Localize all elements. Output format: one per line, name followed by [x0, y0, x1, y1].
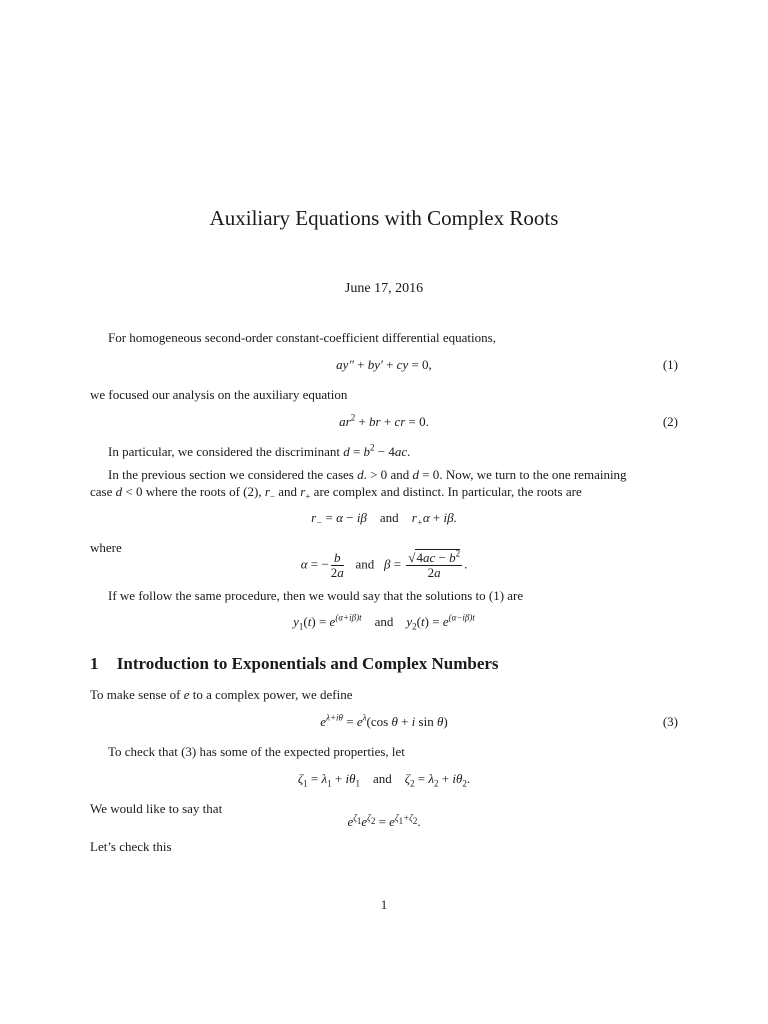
section-paragraph-1: To make sense of e to a complex power, we define	[90, 687, 353, 702]
roots-text-end: are complex and distinct. In particular, the roots are	[313, 484, 582, 499]
alpha-beta-definitions: α = − $\frac{b}{2a}$ and β = $\frac{√4ac - b^2}{2a}$ .	[300, 548, 468, 580]
zeta-equation: $\zeta_1 = \lambda_1 + i\theta_1$ and $\zeta_2 = \lambda_2 + i\theta_2$.	[297, 771, 471, 789]
section-number: 1	[90, 654, 99, 673]
cases-paragraph-line-2: case d < 0 where the roots of (2), $r_-$ and $r_+$ are complex and distinct. In particular, the roots are	[90, 484, 582, 502]
section-p1-start: To make sense of	[90, 687, 181, 702]
discriminant-paragraph	[108, 443, 410, 460]
section-paragraph-2: To check that (3) has some of the expected properties, let	[108, 744, 405, 759]
cases-and: and	[390, 467, 410, 482]
section-heading	[90, 654, 499, 674]
alpha-beta-and: and	[355, 556, 375, 572]
cases-text-start: In the previous section we considered the cases	[108, 467, 354, 482]
equation-2-number: (2)	[662, 414, 678, 429]
case-text: case	[90, 484, 113, 499]
solutions-equation: $y_1(t) = e^{(\alpha+i\beta)t}$ and $y_2(t) = e^{(\alpha-i\beta)t}$	[293, 612, 475, 632]
solutions-and: and	[374, 614, 394, 629]
equation-1-number: (1)	[662, 357, 678, 372]
roots-and: and	[278, 484, 298, 499]
section-paragraph-3: We would like to say that	[90, 801, 223, 816]
page-number: 1	[380, 897, 388, 912]
equation-2: $ar^2$ + br + cr = 0.	[339, 412, 429, 429]
section-paragraph-4: Let’s check this	[90, 839, 172, 854]
roots-equation-and: and	[379, 510, 399, 525]
procedure-paragraph: If we follow the same procedure, then we would say that the solutions to (1) are	[108, 588, 524, 603]
zeta-and: and	[372, 771, 392, 786]
roots-text: where the roots of (2),	[145, 484, 262, 499]
section-title: Introduction to Exponentials and Complex Numbers	[116, 654, 499, 673]
cases-text-end: Now, we turn to the one remaining	[445, 467, 627, 482]
equation-1: ay″ + by′ + cy = 0,	[336, 357, 432, 372]
paper-title: Auxiliary Equations with Complex Roots	[209, 206, 559, 230]
intro-paragraph-2: we focused our analysis on the auxiliary equation	[90, 387, 348, 402]
roots-equation: $r_- = \alpha - i\beta$ and $r_+\alpha + i\beta$.	[311, 510, 457, 528]
exponent-product-equation: $e^{\zeta_1}e^{\zeta_2} = e^{\zeta_1+\zeta_2}$.	[347, 812, 421, 829]
discriminant-formula: $d = b^2 - 4ac$.	[343, 442, 411, 459]
intro-paragraph-1: For homogeneous second-order constant-coefficient differential equations,	[108, 330, 496, 345]
discriminant-text: In particular, we considered the discriminant	[108, 444, 340, 459]
cases-paragraph-line-1: In the previous section we considered the cases d. > 0 and d = 0. Now, we turn to the one remaining	[108, 467, 627, 482]
where-label: where	[90, 540, 122, 555]
paper-date: June 17, 2016	[344, 281, 424, 296]
equation-3: $e^{\lambda+i\theta} = e^\lambda(\cos$ θ + i sin θ)	[320, 712, 448, 729]
equation-3-number: (3)	[662, 714, 678, 729]
section-p1-end: to a complex power, we define	[192, 687, 353, 702]
